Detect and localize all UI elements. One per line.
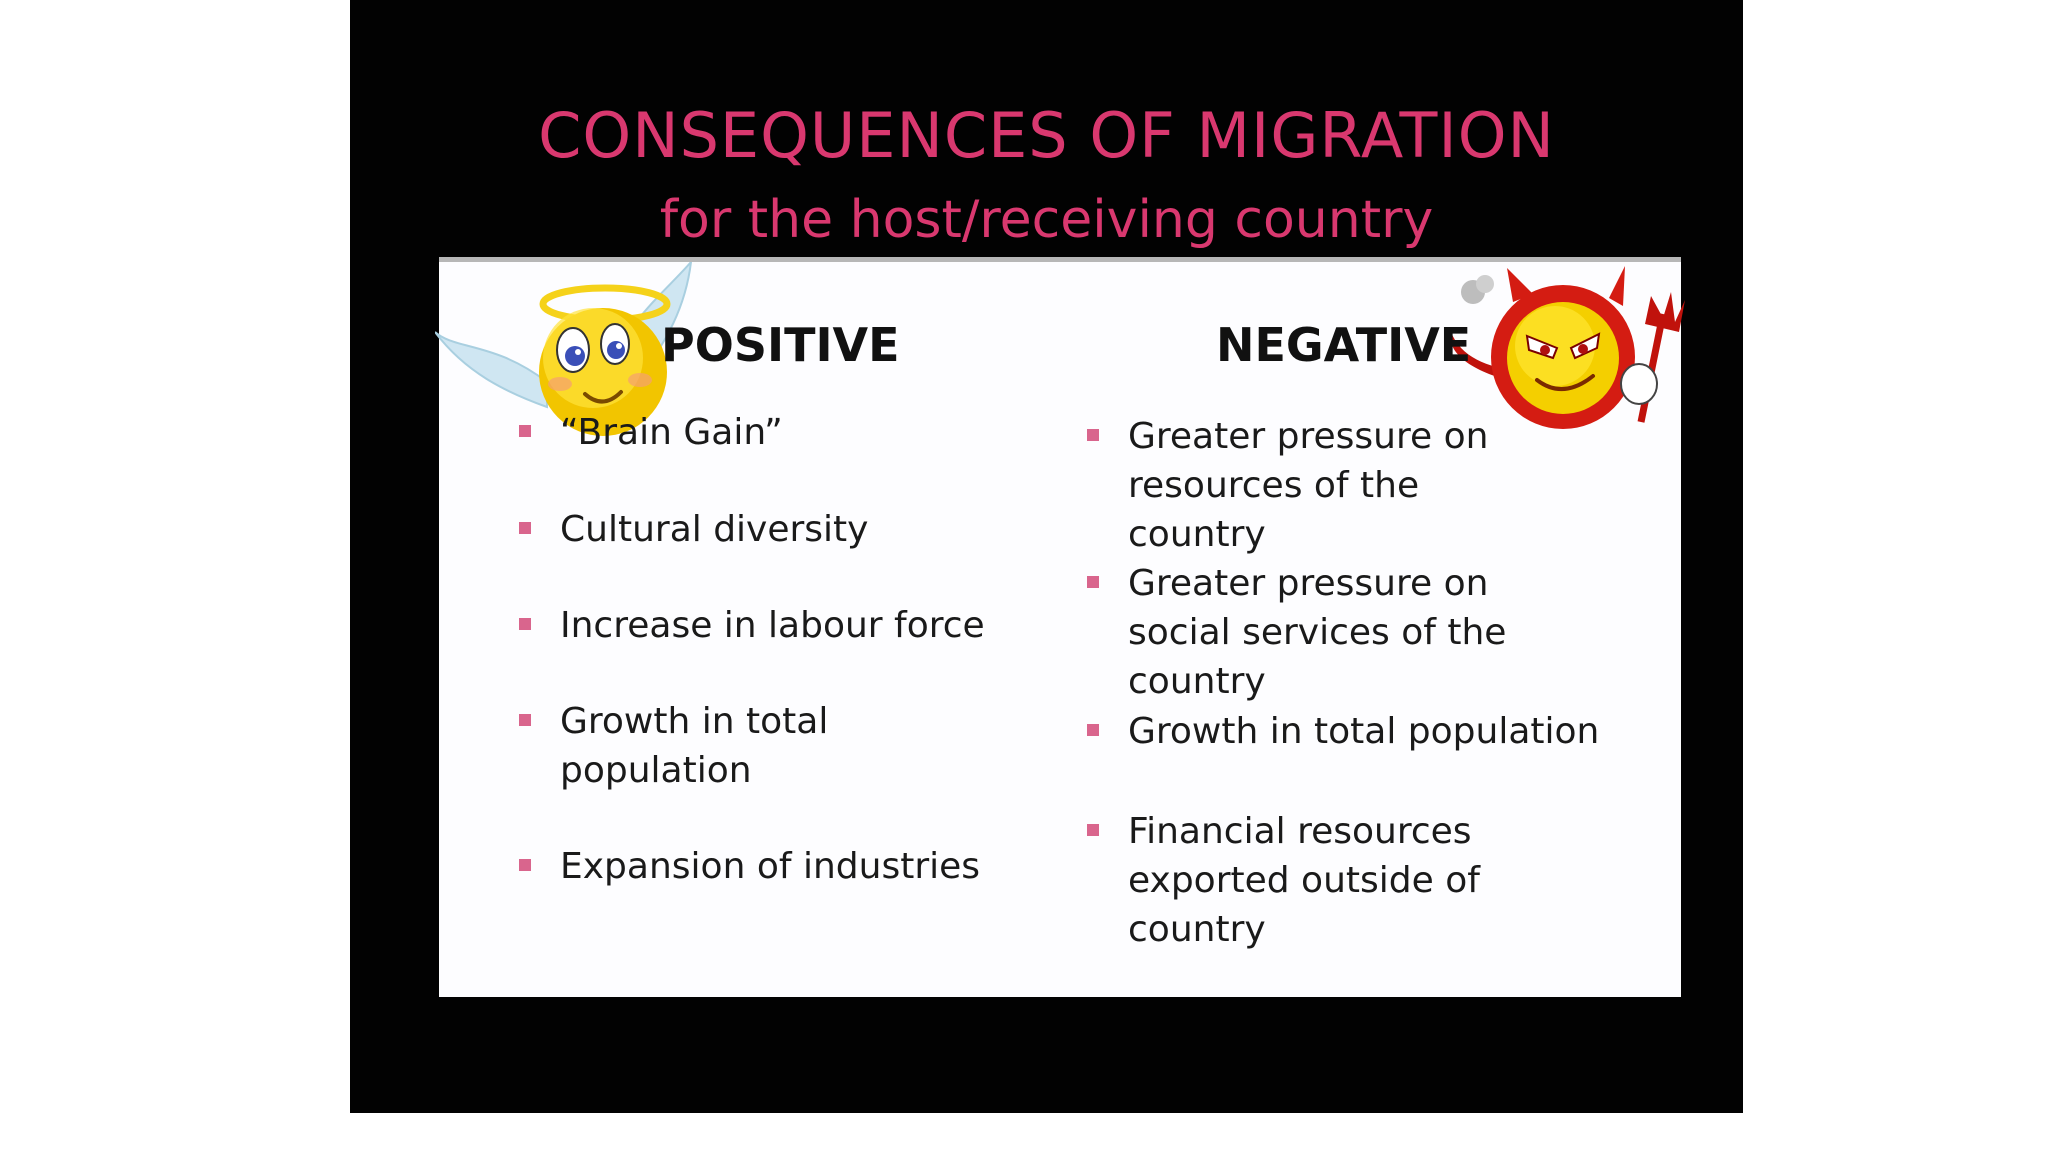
bullet-icon xyxy=(519,425,531,437)
negative-heading: NEGATIVE xyxy=(1216,318,1472,372)
bullet-icon xyxy=(519,714,531,726)
bullet-icon xyxy=(1087,429,1099,441)
bullet-icon xyxy=(1087,824,1099,836)
list-item: “Brain Gain” xyxy=(560,408,1000,457)
content-panel xyxy=(439,257,1681,997)
bullet-icon xyxy=(1087,724,1099,736)
bullet-icon xyxy=(519,618,531,630)
slide xyxy=(350,0,1743,1113)
list-item: Expansion of industries xyxy=(560,842,1040,891)
bullet-icon xyxy=(1087,576,1099,588)
bullet-icon xyxy=(519,522,531,534)
positive-heading: POSITIVE xyxy=(661,318,900,372)
list-item: Greater pressure on social services of the country xyxy=(1128,559,1598,706)
list-item: Cultural diversity xyxy=(560,505,1000,554)
slide-subtitle: for the host/receiving country xyxy=(659,190,1434,250)
list-item: Growth in total population xyxy=(1128,707,1608,756)
list-item: Growth in total population xyxy=(560,697,920,795)
slide-title: CONSEQUENCES OF MIGRATION xyxy=(538,99,1555,172)
bullet-icon xyxy=(519,859,531,871)
list-item: Increase in labour force xyxy=(560,601,1040,650)
list-item: Greater pressure on resources of the country xyxy=(1128,412,1568,559)
list-item: Financial resources exported outside of country xyxy=(1128,807,1528,954)
